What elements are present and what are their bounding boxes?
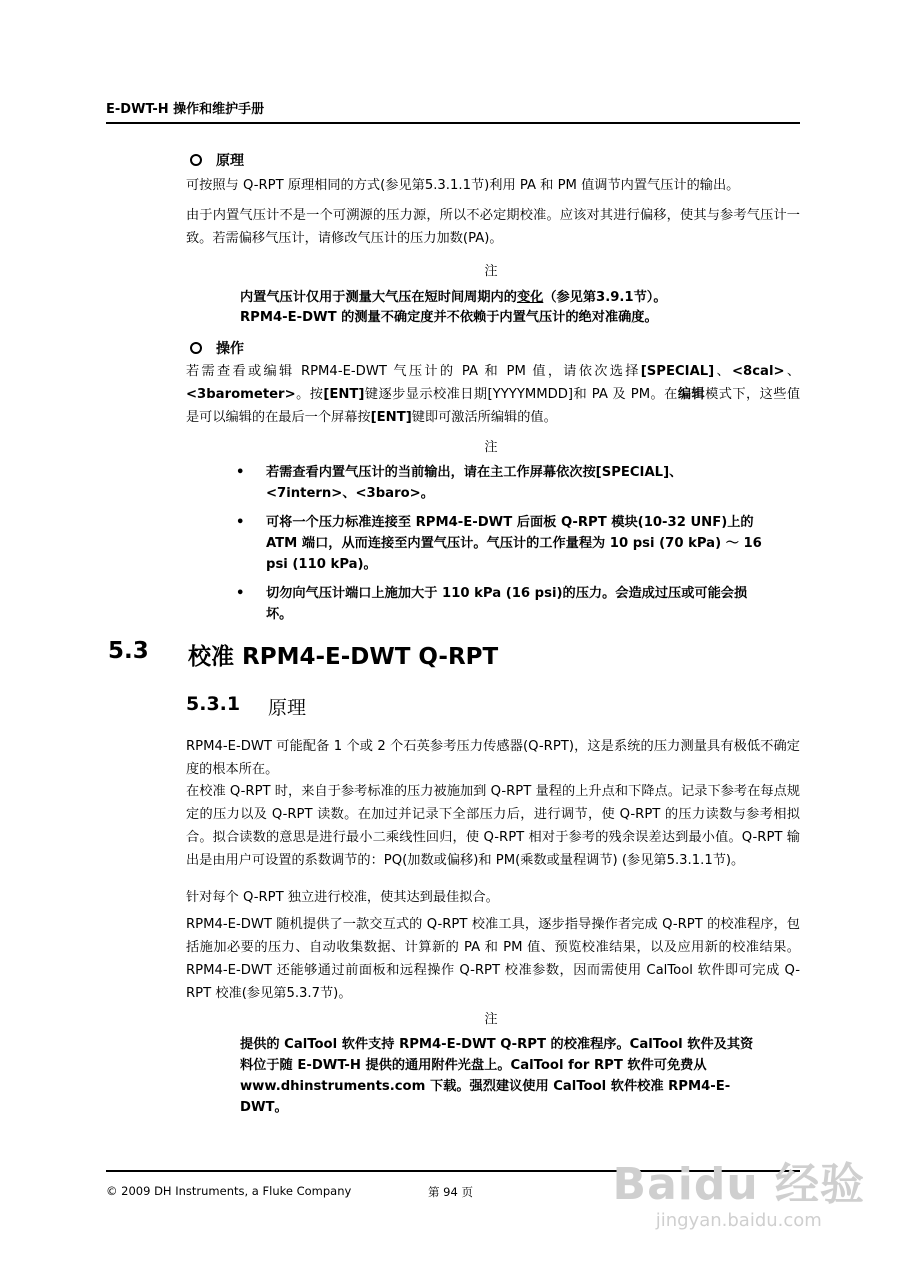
section-heading-5-3: [108, 638, 498, 671]
section-heading-5-3-1: [186, 693, 306, 720]
list-item: • 若需查看内置气压计的当前输出，请在主工作屏幕依次按[SPECIAL]、<7intern>、<3baro>。: [236, 462, 766, 504]
note-label: 注: [484, 264, 498, 279]
operation-para: 若需查看或编辑 RPM4-E-DWT 气压计的 PA 和 PM 值，请依次选择[SPECIAL]、<8cal>、<3barometer>。按[ENT]键逐步显示校准日期[YYYYMMDD]和 PA 及 PM。在编辑模式下，这些值是可以编辑的在最后一个屏幕按[ENT]键即可激活所编辑的值。: [186, 364, 801, 425]
key-8cal: <8cal>: [732, 364, 785, 379]
principle-para-2: 由于内置气压计不是一个可溯源的压力源，所以不必定期校准。应该对其进行偏移，使其与参考气压计一致。若需偏移气压计，请修改气压计的压力加数(PA)。: [186, 208, 800, 246]
note-barometer-line-2: RPM4-E-DWT 的测量不确定度并不依赖于内置气压计的绝对准确度。: [240, 310, 658, 325]
footer-copyright: © 2009 DH Instruments, a Fluke Company: [106, 1184, 352, 1198]
underlined-word: 变化: [516, 290, 544, 305]
note-barometer: [240, 288, 760, 328]
key-ent: [ENT]: [370, 410, 412, 425]
note-bullet-list: [236, 462, 766, 633]
calibration-para-2: 在校准 Q-RPT 时，来自于参考标准的压力被施加到 Q-RPT 量程的上升点和下降点。记录下参考在每点规定的压力以及 Q-RPT 读数。在加过并记录下全部压力后，进行调节，使 Q-RPT 的压力读数与参考相拟合。拟合读数的意思是进行最小二乘线性回归，使 Q-RPT 相对于参考的残余误差达到最小值。Q-RPT 输出是由用户可设置的系数调节的：PQ(加数或偏移)和 PM(乘数或量程调节) (参见第5.3.1.1节)。: [186, 784, 800, 868]
key-special: [SPECIAL]: [640, 364, 715, 379]
note-caltool: 提供的 CalTool 软件支持 RPM4-E-DWT Q-RPT 的校准程序。CalTool 软件及其资料位于随 E-DWT-H 提供的通用附件光盘上。CalTool for RPT 软件可免费从 www.dhinstruments.com 下载。强烈建议使用 CalTool 软件校准 RPM4-E-DWT。: [240, 1037, 754, 1115]
calibration-para-4: RPM4-E-DWT 随机提供了一款交互式的 Q-RPT 校准工具，逐步指导操作者完成 Q-RPT 的校准程序，包括施加必要的压力、自动收集数据、计算新的 PA 和 PM 值、预览校准结果，以及应用新的校准结果。RPM4-E-DWT 还能够通过前面板和远程操作 Q-RPT 校准参数，因而需使用 CalTool 软件即可完成 Q-RPT 校准(参见第5.3.7节)。: [186, 917, 800, 1001]
bullet-icon: •: [236, 586, 245, 601]
header-rule: [106, 122, 800, 124]
principle-subheading: [190, 150, 244, 170]
key-3barometer: <3barometer>: [186, 387, 296, 402]
circle-bullet-icon: [190, 154, 202, 166]
list-item: • 切勿向气压计端口上施加大于 110 kPa (16 psi)的压力。会造成过压或可能会损坏。: [236, 583, 766, 625]
principle-subheading-text: 原理: [216, 153, 244, 169]
list-item: • 可将一个压力标准连接至 RPM4-E-DWT 后面板 Q-RPT 模块(10-32 UNF)上的 ATM 端口，从而连接至内置气压计。气压计的工作量程为 10 psi (70 kPa) ～ 16 psi (110 kPa)。: [236, 512, 766, 575]
operation-subheading: [190, 338, 244, 358]
calibration-para-3: 针对每个 Q-RPT 独立进行校准，使其达到最佳拟合。: [186, 890, 499, 905]
note-label: 注: [484, 440, 498, 455]
watermark-url: jingyan.baidu.com: [655, 1210, 822, 1231]
section-number: 5.3: [108, 638, 149, 664]
section-number: 5.3.1: [186, 693, 241, 715]
baidu-logo: Baidu 经验: [612, 1159, 865, 1210]
footer-page-number: 第 94 页: [428, 1185, 473, 1199]
key-ent: [ENT]: [323, 387, 365, 402]
baidu-watermark: [613, 1148, 865, 1231]
circle-bullet-icon: [190, 342, 202, 354]
note-barometer-line-1: 内置气压计仅用于测量大气压在短时间周期内的变化（参见第3.9.1节）。: [240, 290, 667, 305]
section-title: 校准 RPM4-E-DWT Q-RPT: [188, 644, 499, 670]
bullet-icon: •: [236, 515, 245, 530]
operation-subheading-text: 操作: [216, 341, 244, 357]
calibration-para-1: RPM4-E-DWT 可能配备 1 个或 2 个石英参考压力传感器(Q-RPT)，这是系统的压力测量具有极低不确定度的根本所在。: [186, 739, 800, 777]
section-title: 原理: [268, 697, 307, 719]
note-label: 注: [484, 1012, 498, 1027]
principle-para-1: 可按照与 Q-RPT 原理相同的方式(参见第5.3.1.1节)利用 PA 和 PM 值调节内置气压计的输出。: [186, 178, 740, 193]
bullet-icon: •: [236, 465, 245, 480]
document-header-title: E-DWT-H 操作和维护手册: [106, 102, 265, 117]
edit-mode-term: 编辑: [677, 387, 706, 402]
